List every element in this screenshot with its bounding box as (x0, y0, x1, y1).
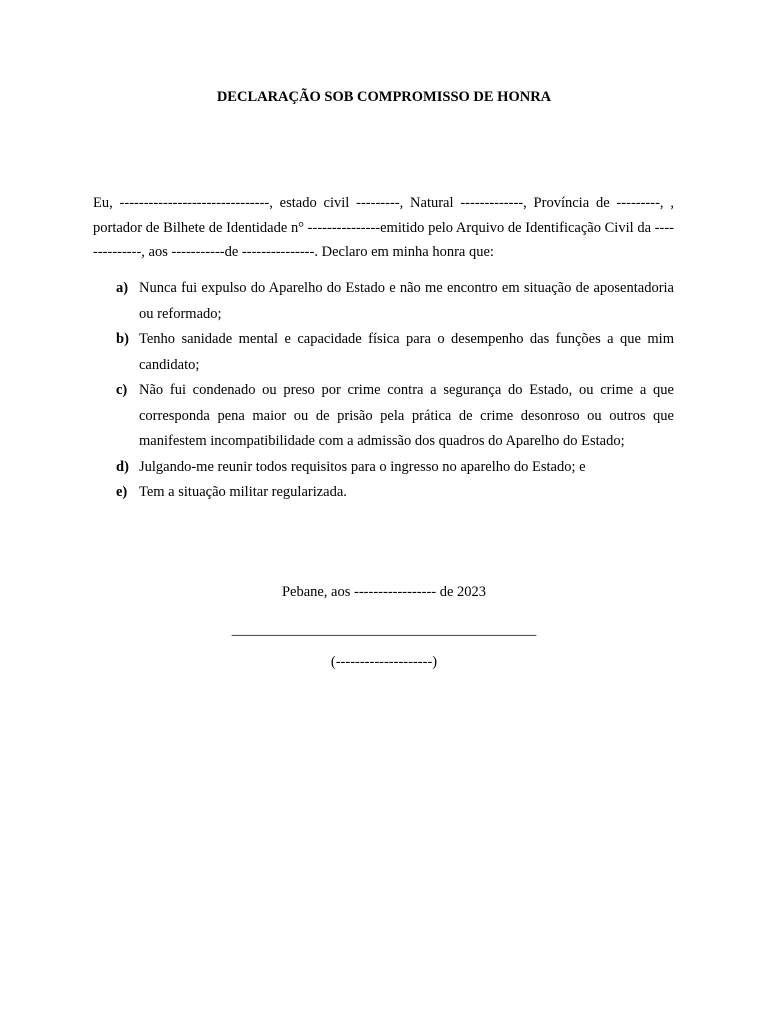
item-marker: e) (116, 484, 128, 500)
declaration-intro: Eu, -------------------------------, estado civil ---------, Natural -------------, Província de ---------, , portador de Bilhete de Identidade n° ---------------emitido pelo Arquivo de Identificação Civil da --------------, aos -----------de ---------------. Declaro em minha honra que: (93, 195, 674, 260)
item-marker: b) (116, 331, 129, 347)
list-item (93, 378, 674, 455)
list-item (93, 480, 674, 506)
declaration-items (93, 276, 674, 506)
item-marker: c) (116, 382, 128, 398)
item-text: Não fui condenado ou preso por crime contra a segurança do Estado, ou crime a que corresponda pena maior ou de prisão pela prática de crime desonroso ou outros que manifestem incompatibilidade com a admissão dos quadros do Aparelho do Estado; (139, 382, 674, 449)
item-text: Tenho sanidade mental e capacidade física para o desempenho das funções a que mim candidato; (139, 331, 674, 373)
signature-name: (--------------------) (330, 654, 438, 670)
list-item (93, 327, 674, 378)
item-marker: d) (116, 458, 129, 475)
signature-line: __________________________________________ (231, 622, 537, 638)
list-item (93, 455, 674, 481)
item-text: Nunca fui expulso do Aparelho do Estado e não me encontro em situação de aposentadoria ou reformado; (139, 280, 674, 322)
list-item (93, 276, 674, 327)
item-text: Tem a situação militar regularizada. (139, 484, 347, 500)
item-marker: a) (116, 280, 129, 296)
item-text: Julgando-me reunir todos requisitos para o ingresso no aparelho do Estado; e (139, 458, 586, 475)
document-title: DECLARAÇÃO SOB COMPROMISSO DE HONRA (216, 89, 552, 105)
place-and-date: Pebane, aos ----------------- de 2023 (281, 584, 487, 600)
